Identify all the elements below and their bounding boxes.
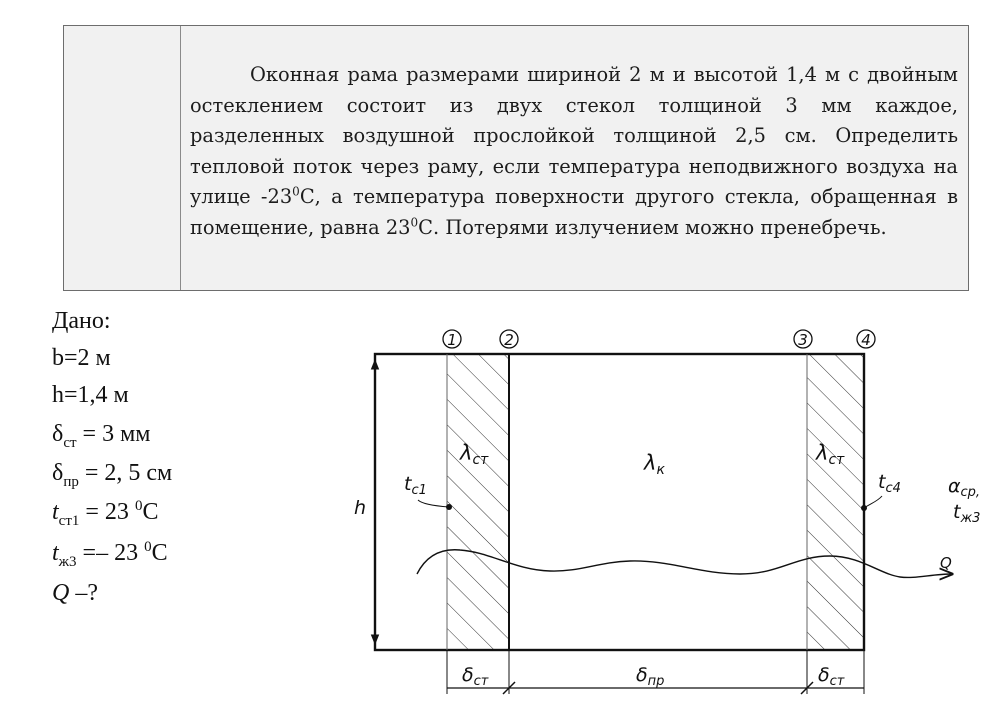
given-air-gap: $\delta_{пр} = 2$, 5 см [52, 460, 173, 490]
glass-left [447, 354, 509, 650]
given-question: Q –? [52, 580, 98, 606]
surface-marker-4 [857, 330, 875, 349]
window-frame-diagram [340, 318, 1000, 727]
surface-marker-2 [500, 330, 518, 349]
surface-marker-1 [443, 330, 461, 349]
t-c4-point [861, 505, 867, 511]
given-height: h=1,4 м [52, 382, 129, 408]
problem-number-column [64, 26, 181, 290]
lambda-air-gap-label: λк [644, 451, 665, 478]
lambda-glass-right-label: λст [816, 441, 845, 468]
t-c1-leader [418, 500, 449, 507]
delta-glass-right-label: $\delta_{ст}$ [818, 664, 845, 689]
t-c1-label: $t_{с1}$ [404, 473, 427, 498]
t-c1-point [446, 504, 452, 510]
heat-flow-label: Q [940, 554, 952, 572]
given-width: b=2 м [52, 345, 111, 371]
svg-text:4: 4 [861, 331, 871, 349]
problem-text-part2: С, а температура поверхности другого стекла, обращенная в помещение, равна 23 [190, 185, 958, 239]
t-c4-label: $t_{с4}$ [878, 471, 901, 496]
alpha-label: $\alpha_{ср,}$ [948, 475, 981, 500]
delta-air-gap-label: $\delta_{пр}$ [636, 664, 665, 689]
t-c4-leader [864, 496, 882, 508]
problem-box [63, 25, 969, 291]
degree-mark: 0 [410, 215, 419, 230]
given-glass-thickness: $\delta_{ст} = 3$ мм [52, 421, 151, 451]
problem-text-part1: Оконная рама размерами шириной 2 м и высотой 1,4 м с двойным остеклением состоит из двух стекол толщиной 3 мм каждое, разделенных воздушной прослойкой толщиной 2,5 см. Определить тепловой поток через раму, если температура неподвижного воздуха на улице -23 [190, 63, 958, 208]
degree-mark: 0 [292, 184, 300, 199]
delta-glass-left-label: $\delta_{ст}$ [462, 664, 489, 689]
given-outer-temp: $t_{ж3} =- 23$ $^0$C [52, 539, 168, 570]
given-inner-temp: $t_{ст1} = 23$ $^0$C [52, 498, 159, 529]
t-zh3-label: $t_{ж3}$ [953, 501, 981, 526]
svg-text:1: 1 [447, 331, 457, 349]
problem-text [190, 60, 958, 243]
problem-text-part3: С. Потерями излучением можно пренебречь. [418, 215, 887, 239]
svg-text:2: 2 [504, 331, 514, 349]
svg-text:3: 3 [798, 331, 808, 349]
given-title: Дано: [52, 308, 111, 334]
surface-marker-3 [794, 330, 812, 349]
height-label: h [354, 497, 367, 519]
lambda-glass-left-label: λст [460, 441, 489, 468]
glass-right [807, 354, 864, 650]
